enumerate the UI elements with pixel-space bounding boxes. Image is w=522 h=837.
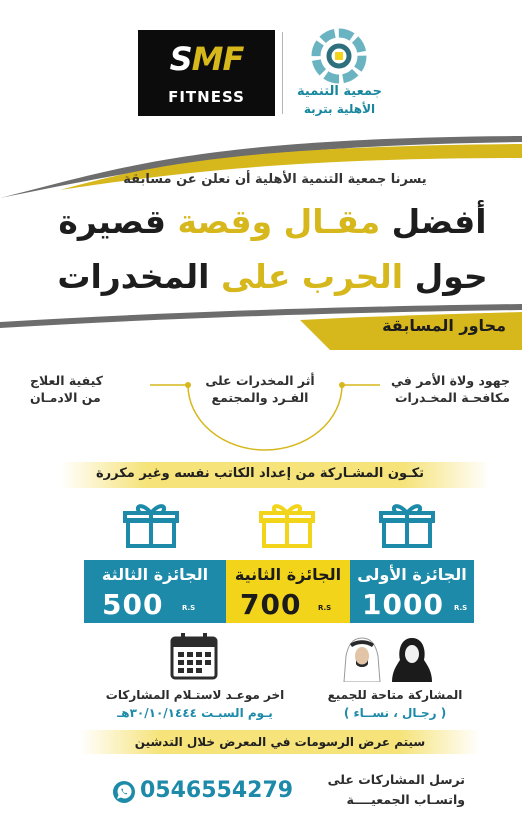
phone-number[interactable]: 0546554279 <box>140 778 294 803</box>
announcement-intro: يسرنا جمعية التنمية الأهلية أن نعلن عن مسابقة <box>123 172 427 187</box>
gift-icon <box>258 500 316 548</box>
axis-item-line: كيفية العلاج <box>30 373 103 388</box>
participation-note: تكـون المشـاركة من إعداد الكاتب نفسه وغير مكررة <box>95 466 425 481</box>
axis-item-line: أثر المخدرات على <box>205 373 315 388</box>
prize-card-third <box>84 560 226 623</box>
association-name-line-2: الأهلية بتربة <box>303 102 376 116</box>
contact-line-1: ترسل المشاركات على <box>327 772 465 787</box>
prize-label: الجائزة الثالثة <box>101 565 209 584</box>
prize-currency: R.S <box>182 604 196 612</box>
prize-label: الجائزة الأولى <box>357 565 467 584</box>
sponsor-logo <box>138 30 275 116</box>
contact-line-2: واتسـاب الجمعيــــة <box>346 792 465 807</box>
prize-amount: 500 <box>102 588 164 621</box>
deadline-date: يـوم السبـت ٣٠/١٠/١٤٤٤هـ <box>117 706 273 720</box>
prize-card-second <box>226 560 350 623</box>
title-word-highlight: مقـال <box>283 202 381 241</box>
prize-label: الجائزة الثانية <box>234 565 342 584</box>
eligibility-values: ( رجـال ، نســاء ) <box>343 706 447 720</box>
sponsor-logo-mark-text: SMF <box>169 40 244 78</box>
association-name-line-1: جمعية التنمية <box>297 84 382 99</box>
title-word-highlight: وقصة <box>177 202 273 241</box>
axis-item-line: جهود ولاة الأمر في <box>391 373 510 388</box>
title-line-2 <box>30 255 515 299</box>
title-word: حول <box>414 257 488 296</box>
woman-icon <box>390 636 434 682</box>
header-divider <box>282 32 283 114</box>
prize-amount: 700 <box>240 588 302 621</box>
whatsapp-icon[interactable] <box>112 780 136 804</box>
calendar-icon <box>168 630 220 682</box>
prize-amount: 1000 <box>362 588 444 621</box>
decorative-swoosh-top <box>0 128 522 198</box>
prize-currency: R.S <box>318 604 332 612</box>
eligibility-label: المشاركة متاحة للجميع <box>327 688 463 702</box>
prize-card-first <box>350 560 474 623</box>
axis-item <box>380 372 510 406</box>
title-word-highlight: على <box>220 257 291 296</box>
axis-item-line: من الادمـان <box>30 390 101 405</box>
title-word: أفضل <box>391 202 487 241</box>
prize-currency: R.S <box>454 604 468 612</box>
title-line-1 <box>30 200 515 244</box>
gift-icon <box>378 500 436 548</box>
man-icon <box>340 636 384 682</box>
axis-item <box>195 372 325 406</box>
title-word-highlight: الحرب <box>301 257 404 296</box>
gift-icon <box>122 500 180 548</box>
sponsor-logo-name: FITNESS <box>168 88 245 106</box>
axis-item-line: الفـرد والمجتمع <box>211 390 309 405</box>
exhibit-note: سيتم عرض الرسومات في المعرض خلال التدشين <box>134 735 426 749</box>
axes-heading: محاور المسابقة <box>382 316 506 335</box>
sponsor-logo-mark <box>138 40 275 78</box>
title-word: المخدرات <box>57 257 210 296</box>
axis-item-line: مكافحـة المخـدرات <box>394 390 510 405</box>
axis-item <box>30 372 140 406</box>
deadline-label: اخر موعـد لاستـلام المشاركات <box>105 688 285 702</box>
title-word: قصيرة <box>58 202 167 241</box>
